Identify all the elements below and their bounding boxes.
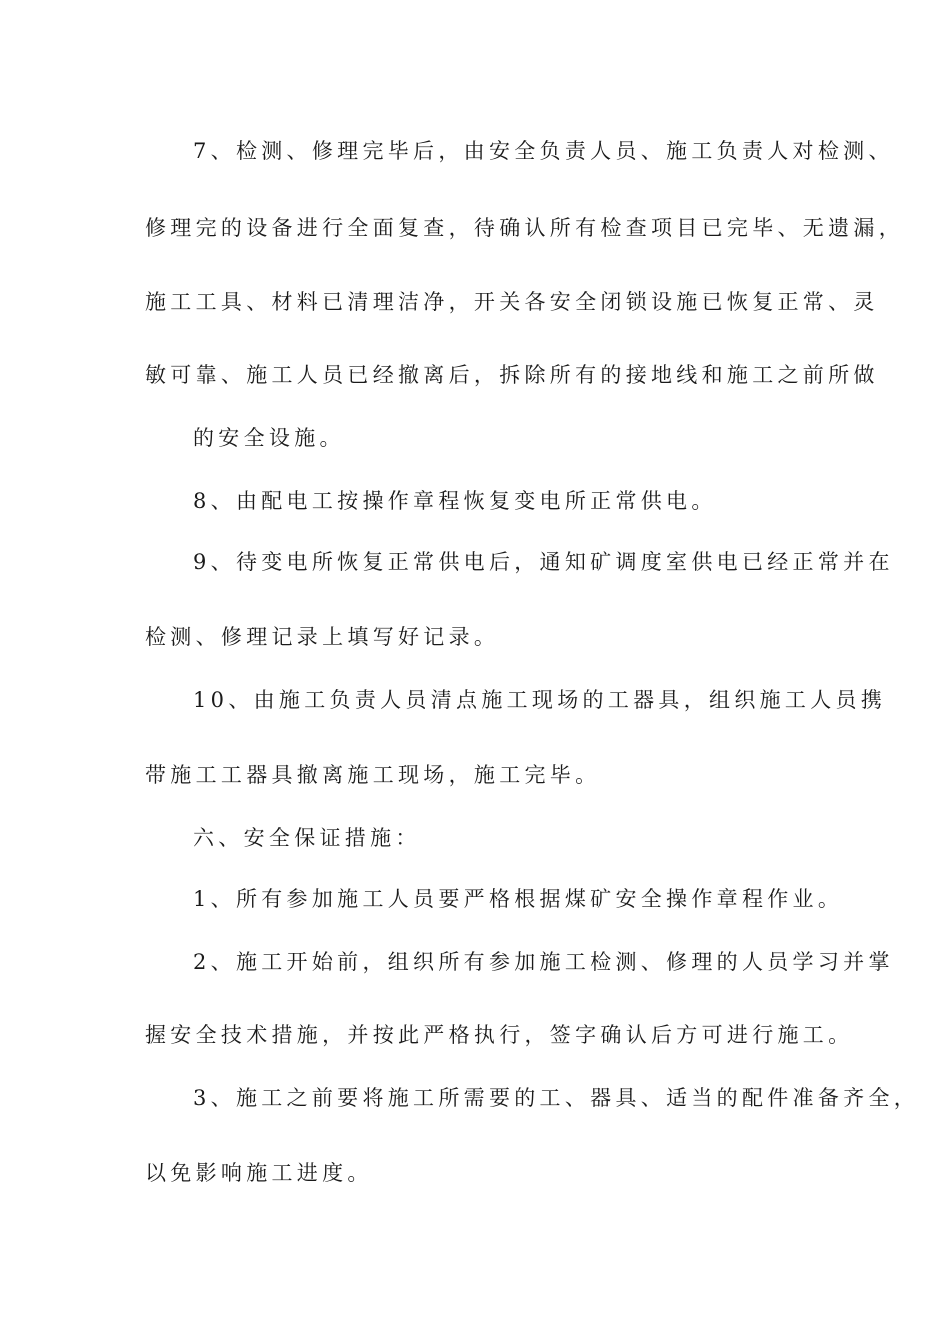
paragraph-line: 1、所有参加施工人员要严格根据煤矿安全操作章程作业。 — [193, 887, 844, 911]
paragraph-line: 带施工工器具撤离施工现场，施工完毕。 — [145, 763, 601, 787]
paragraph-line: 9、待变电所恢复正常供电后，通知矿调度室供电已经正常并在 — [193, 550, 894, 574]
paragraph-line: 敏可靠、施工人员已经撤离后，拆除所有的接地线和施工之前所做 — [145, 363, 879, 387]
paragraph-line: 施工工具、材料已清理洁净，开关各安全闭锁设施已恢复正常、灵 — [145, 290, 879, 314]
paragraph-line: 7、检测、修理完毕后，由安全负责人员、施工负责人对检测、 — [193, 139, 894, 163]
paragraph-line: 10、由施工负责人员清点施工现场的工器具，组织施工人员携 — [193, 688, 887, 712]
paragraph-line: 以免影响施工进度。 — [145, 1161, 373, 1185]
paragraph-line: 修理完的设备进行全面复查，待确认所有检查项目已完毕、无遗漏， — [145, 216, 904, 240]
paragraph-line: 3、施工之前要将施工所需要的工、器具、适当的配件准备齐全， — [193, 1086, 920, 1110]
paragraph-line: 的安全设施。 — [193, 426, 345, 450]
paragraph-line: 2、施工开始前，组织所有参加施工检测、修理的人员学习并掌 — [193, 950, 894, 974]
paragraph-line: 检测、修理记录上填写好记录。 — [145, 625, 500, 649]
paragraph-line: 8、由配电工按操作章程恢复变电所正常供电。 — [193, 489, 717, 513]
paragraph-line: 握安全技术措施，并按此严格执行，签字确认后方可进行施工。 — [145, 1023, 854, 1047]
section-heading: 六、安全保证措施： — [193, 826, 421, 850]
